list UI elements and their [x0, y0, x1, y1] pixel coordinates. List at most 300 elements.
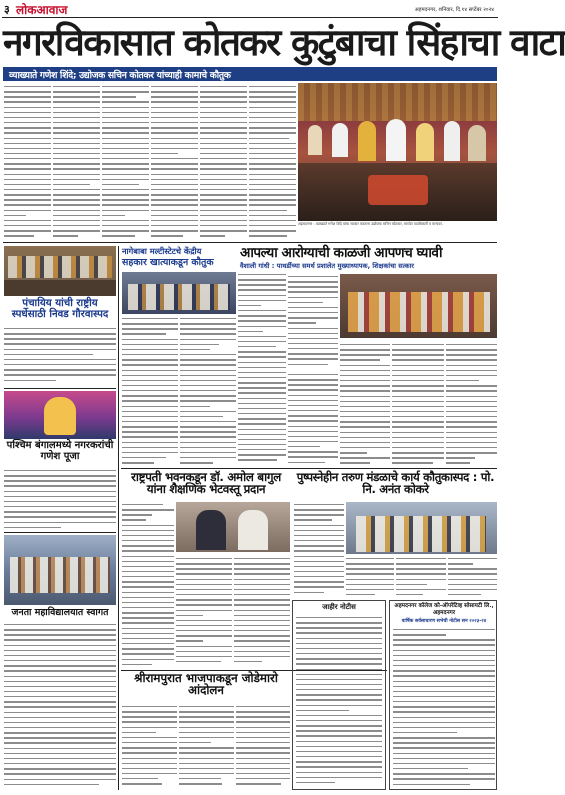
text-line: [122, 597, 174, 598]
text-line: [151, 107, 198, 108]
text-line: [4, 91, 51, 92]
text-line: [294, 586, 344, 587]
text-line: [4, 230, 51, 231]
page-number: ३: [4, 3, 10, 16]
text-line: [294, 519, 332, 520]
text-line: [392, 457, 444, 458]
text-line: [296, 766, 382, 767]
text-line: [102, 163, 149, 164]
text-line: [179, 706, 234, 707]
text-line: [200, 101, 247, 102]
text-line: [446, 385, 497, 386]
left-top-photo: [4, 246, 116, 296]
text-line: [151, 225, 198, 226]
text-line: [151, 230, 198, 231]
text-line: [238, 351, 286, 352]
text-line: [396, 573, 446, 574]
text-line: [180, 354, 236, 355]
text-line: [393, 784, 470, 785]
text-line: [4, 506, 116, 507]
text-line: [179, 778, 221, 779]
text-line: [122, 612, 174, 613]
lead-body-col-4: [151, 84, 198, 240]
text-line: [393, 670, 495, 671]
text-line: [236, 778, 290, 779]
society-notice-body: [393, 627, 495, 787]
text-line: [288, 415, 338, 416]
text-line: [236, 763, 290, 764]
text-line: [238, 398, 286, 399]
text-line: [200, 138, 247, 139]
text-line: [393, 696, 495, 697]
text-line: [4, 148, 51, 149]
text-line: [296, 653, 382, 654]
text-line: [446, 375, 497, 376]
text-line: [4, 359, 116, 360]
text-line: [102, 230, 149, 231]
text-line: [4, 107, 51, 108]
text-line: [288, 302, 323, 303]
text-line: [340, 411, 390, 412]
text-line: [340, 442, 390, 443]
text-line: [122, 328, 178, 329]
lead-subhead: व्याख्याते गणेश शिंदे; उद्योजक सचिन कोतकर यांच्याही कामाचे कौतुक: [9, 70, 231, 81]
text-line: [238, 320, 286, 321]
text-line: [393, 768, 468, 769]
text-line: [4, 210, 51, 211]
text-line: [234, 620, 290, 621]
text-line: [176, 651, 232, 652]
text-line: [122, 648, 174, 649]
text-line: [448, 594, 481, 595]
text-line: [53, 112, 100, 113]
text-line: [122, 721, 177, 722]
text-line: [236, 727, 290, 728]
text-line: [296, 710, 349, 711]
text-line: [4, 189, 51, 190]
text-line: [346, 584, 394, 585]
text-line: [393, 758, 495, 759]
text-line: [249, 101, 296, 102]
text-line: [179, 752, 234, 753]
text-line: [296, 684, 382, 685]
text-line: [249, 96, 296, 97]
arogya-headline: आपल्या आरोग्याची काळजी आपणच घ्यावी: [240, 245, 442, 261]
text-line: [446, 396, 497, 397]
text-line: [296, 617, 382, 618]
text-line: [151, 86, 198, 87]
text-line: [234, 646, 290, 647]
text-line: [4, 527, 61, 528]
text-line: [288, 348, 338, 349]
text-line: [53, 96, 100, 97]
text-line: [102, 143, 149, 144]
text-line: [448, 579, 497, 580]
text-line: [238, 300, 286, 301]
text-line: [392, 426, 444, 427]
text-line: [296, 674, 382, 675]
text-line: [122, 643, 174, 644]
text-line: [296, 725, 382, 726]
text-line: [393, 778, 495, 779]
text-line: [296, 679, 382, 680]
text-line: [122, 385, 178, 386]
text-line: [122, 768, 177, 769]
text-line: [180, 333, 236, 334]
text-line: [288, 364, 328, 365]
text-line: [4, 742, 116, 743]
text-line: [288, 281, 338, 282]
text-line: [102, 220, 149, 221]
text-line: [234, 589, 290, 590]
text-line: [446, 406, 497, 407]
text-line: [296, 761, 382, 762]
shriram-headline: श्रीरामपुरात भाजपाकडून जोडेमारो आंदोलन: [134, 671, 278, 698]
text-line: [176, 610, 232, 611]
text-line: [122, 323, 178, 324]
text-line: [340, 375, 390, 376]
text-line: [122, 545, 174, 546]
text-line: [4, 681, 116, 682]
text-line: [249, 138, 289, 139]
text-line: [288, 420, 338, 421]
text-line: [176, 573, 232, 574]
text-line: [180, 400, 236, 401]
text-line: [180, 447, 236, 448]
arogya-body-4: [446, 342, 497, 466]
rashtrapati-photo: [176, 502, 290, 552]
text-line: [249, 127, 296, 128]
text-line: [53, 225, 100, 226]
text-line: [176, 620, 232, 621]
text-line: [249, 174, 296, 175]
text-line: [4, 354, 93, 355]
text-line: [234, 625, 290, 626]
text-line: [102, 117, 149, 118]
nagebaba-body-2: [180, 316, 236, 466]
text-line: [102, 235, 135, 236]
text-line: [288, 451, 338, 452]
text-line: [288, 405, 338, 406]
text-line: [53, 86, 100, 87]
text-line: [200, 91, 247, 92]
text-line: [236, 721, 290, 722]
society-notice-title: अहमदनगर कॉलेज को-ऑपरेटिव्ह सोसायटी लि., अहमदनगर: [394, 603, 494, 616]
text-line: [180, 452, 236, 453]
text-line: [4, 758, 116, 759]
text-line: [53, 204, 100, 205]
text-line: [53, 199, 100, 200]
text-line: [122, 571, 174, 572]
rashtrapati-headline: राष्ट्रपती भवनकडून डॉ. अमोल बागुल यांना शैक्षणिक भेटवस्तू प्रदान: [131, 470, 281, 497]
text-line: [151, 179, 198, 180]
lead-subhead-bar: [3, 67, 497, 81]
text-line: [200, 158, 247, 159]
text-line: [288, 353, 338, 354]
text-line: [446, 452, 497, 453]
text-line: [4, 779, 116, 780]
text-line: [296, 622, 382, 623]
text-line: [102, 91, 149, 92]
text-line: [249, 179, 296, 180]
text-line: [249, 189, 296, 190]
left-divider: [118, 246, 119, 790]
text-line: [288, 322, 316, 323]
text-line: [238, 279, 286, 280]
text-line: [4, 369, 116, 370]
text-line: [151, 174, 198, 175]
text-line: [294, 566, 344, 567]
text-line: [238, 413, 286, 414]
text-line: [176, 635, 232, 636]
text-line: [446, 365, 497, 366]
text-line: [122, 411, 178, 412]
text-line: [4, 737, 116, 738]
text-line: [122, 737, 177, 738]
text-line: [151, 91, 198, 92]
text-line: [4, 768, 116, 769]
text-line: [4, 338, 116, 339]
text-line: [122, 457, 166, 458]
text-line: [296, 705, 382, 706]
text-line: [288, 307, 338, 308]
text-line: [296, 658, 382, 659]
text-line: [340, 457, 390, 458]
text-line: [288, 374, 338, 375]
text-line: [4, 722, 116, 723]
text-line: [396, 594, 423, 595]
left-rule-2: [4, 532, 116, 533]
text-line: [122, 349, 178, 350]
text-line: [122, 395, 178, 396]
text-line: [4, 235, 34, 236]
text-line: [234, 594, 290, 595]
text-line: [122, 519, 146, 520]
text-line: [151, 204, 198, 205]
text-line: [4, 194, 51, 195]
text-line: [4, 655, 116, 656]
text-line: [102, 148, 149, 149]
text-line: [200, 210, 247, 211]
text-line: [392, 375, 444, 376]
text-line: [180, 385, 236, 386]
text-line: [53, 179, 100, 180]
text-line: [122, 607, 174, 608]
text-line: [102, 96, 136, 97]
text-line: [392, 344, 444, 345]
text-line: [180, 328, 236, 329]
text-line: [151, 112, 198, 113]
text-line: [288, 456, 338, 457]
text-line: [4, 153, 51, 154]
text-line: [180, 406, 210, 407]
text-line: [446, 416, 497, 417]
text-line: [393, 747, 495, 748]
text-line: [294, 530, 344, 531]
text-line: [53, 215, 100, 216]
text-line: [122, 576, 174, 577]
text-line: [392, 421, 444, 422]
text-line: [4, 132, 51, 133]
text-line: [53, 184, 90, 185]
text-line: [234, 635, 290, 636]
text-line: [234, 656, 290, 657]
text-line: [102, 199, 149, 200]
text-line: [122, 778, 158, 779]
text-line: [296, 730, 382, 731]
text-line: [53, 117, 100, 118]
text-line: [151, 163, 198, 164]
text-line: [122, 431, 178, 432]
nagebaba-photo: [122, 272, 236, 314]
lead-body-col-6: [249, 84, 296, 240]
janata-photo: [4, 535, 116, 605]
text-line: [340, 432, 390, 433]
text-line: [4, 696, 116, 697]
text-line: [236, 773, 290, 774]
text-line: [179, 716, 234, 717]
text-line: [296, 627, 382, 628]
text-line: [296, 772, 382, 773]
text-line: [396, 584, 427, 585]
text-line: [180, 395, 236, 396]
text-line: [53, 107, 100, 108]
text-line: [4, 732, 116, 733]
text-line: [234, 599, 290, 600]
text-line: [180, 426, 236, 427]
lead-headline: नगरविकासात कोतकर कुटुंबाचा सिंहाचा वाटा: [3, 21, 565, 64]
text-line: [122, 462, 154, 463]
text-line: [4, 225, 51, 226]
text-line: [238, 429, 286, 430]
text-line: [4, 374, 116, 375]
text-line: [4, 204, 51, 205]
lead-body-col-3: [102, 84, 149, 240]
text-line: [296, 782, 335, 783]
text-line: [296, 663, 382, 664]
text-line: [102, 132, 149, 133]
text-line: [288, 317, 338, 318]
text-line: [234, 579, 290, 580]
text-line: [122, 752, 177, 753]
text-line: [176, 615, 203, 616]
public-notice-body: [296, 615, 382, 787]
masthead-rule: [2, 17, 498, 18]
text-line: [4, 665, 116, 666]
text-line: [234, 563, 290, 564]
text-line: [392, 406, 444, 407]
text-line: [4, 727, 116, 728]
text-line: [448, 568, 497, 569]
text-line: [346, 568, 394, 569]
text-line: [176, 584, 232, 585]
text-line: [249, 210, 287, 211]
text-line: [179, 747, 234, 748]
text-line: [393, 639, 495, 640]
text-line: [340, 406, 390, 407]
text-line: [4, 784, 99, 785]
text-line: [392, 380, 444, 381]
pushpa-body-3: [396, 556, 446, 598]
text-line: [446, 421, 497, 422]
nagebaba-kicker: नागेबाबा मल्टीस्टेटचे केंद्रीय: [122, 246, 202, 256]
text-line: [296, 756, 382, 757]
text-line: [238, 356, 286, 357]
text-line: [294, 504, 344, 505]
text-line: [392, 390, 444, 391]
text-line: [238, 382, 286, 383]
text-line: [296, 777, 382, 778]
arogya-body-5: [288, 372, 338, 466]
text-line: [151, 199, 198, 200]
nagebaba-headline: सहकार खात्याकडून कौतुक: [122, 257, 214, 268]
text-line: [393, 727, 495, 728]
text-line: [102, 174, 149, 175]
text-line: [393, 686, 495, 687]
text-line: [200, 235, 225, 236]
text-line: [296, 669, 382, 670]
text-line: [4, 184, 51, 185]
text-line: [151, 168, 198, 169]
text-line: [448, 573, 497, 574]
text-line: [200, 143, 247, 144]
text-line: [176, 589, 232, 590]
text-line: [393, 732, 457, 733]
text-line: [122, 706, 177, 707]
text-line: [4, 122, 51, 123]
text-line: [200, 96, 247, 97]
text-line: [288, 389, 338, 390]
text-line: [176, 599, 232, 600]
text-line: [446, 359, 497, 360]
text-line: [4, 639, 116, 640]
text-line: [53, 189, 100, 190]
text-line: [122, 530, 174, 531]
text-line: [249, 163, 296, 164]
text-line: [296, 715, 382, 716]
text-line: [288, 384, 338, 385]
text-line: [249, 148, 296, 149]
text-line: [296, 751, 382, 752]
text-line: [53, 122, 100, 123]
text-line: [288, 343, 338, 344]
text-line: [200, 174, 247, 175]
text-line: [393, 711, 495, 712]
text-line: [238, 439, 286, 440]
text-line: [446, 390, 497, 391]
text-line: [249, 153, 296, 154]
text-line: [296, 746, 382, 747]
text-line: [122, 747, 177, 748]
text-line: [396, 558, 446, 559]
text-line: [102, 122, 149, 123]
text-line: [102, 215, 125, 216]
text-line: [151, 210, 198, 211]
text-line: [238, 274, 286, 275]
text-line: [392, 349, 444, 350]
text-line: [340, 385, 390, 386]
text-line: [238, 372, 286, 373]
text-line: [346, 573, 394, 574]
text-line: [4, 773, 116, 774]
text-line: [234, 604, 290, 605]
text-line: [393, 660, 495, 661]
text-line: [102, 153, 149, 154]
text-line: [288, 291, 338, 292]
text-line: [234, 558, 290, 559]
nagebaba-body-1: [122, 316, 178, 466]
text-line: [296, 694, 382, 695]
